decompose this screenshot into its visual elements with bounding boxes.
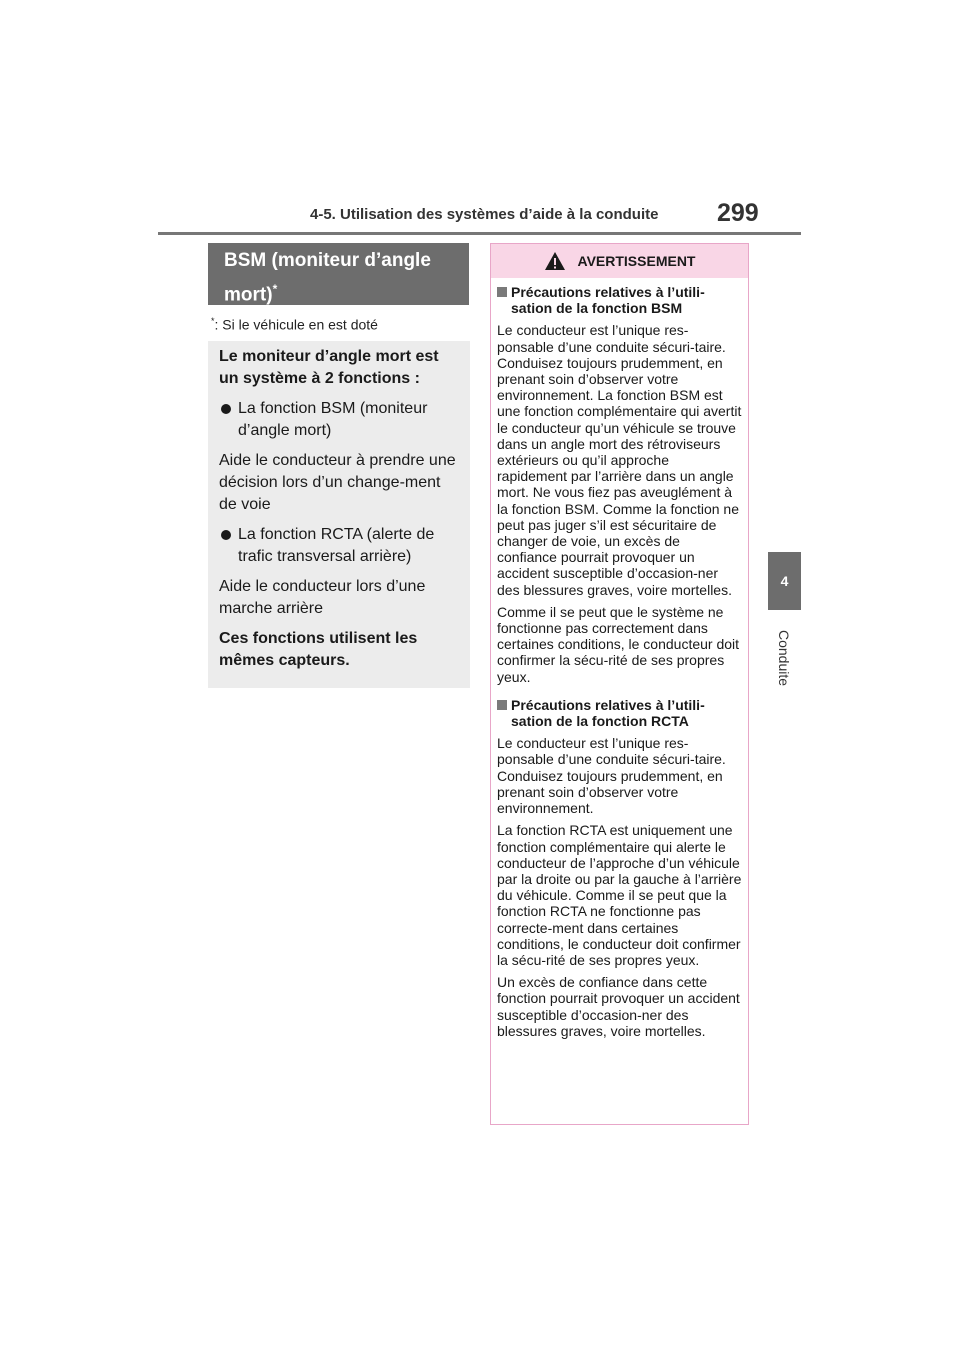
warning-heading-text: Précautions relatives à l’utili-sation de la fonction RCTA xyxy=(511,696,705,730)
bullet-text: La fonction RCTA (alerte de trafic transversal arrière) xyxy=(238,526,435,565)
bullet-item xyxy=(219,398,460,442)
bullet-dot-icon xyxy=(221,404,231,414)
section-title-asterisk: * xyxy=(272,282,278,296)
bullet-dot-icon xyxy=(221,530,231,540)
bullet-item xyxy=(219,524,460,568)
bullet-text: La fonction BSM (moniteur d’angle mort) xyxy=(238,400,428,439)
section-title xyxy=(208,243,469,305)
footnote-text: : Si le véhicule en est doté xyxy=(214,316,378,333)
page-number: 299 xyxy=(717,199,759,227)
warning-box xyxy=(490,243,749,1125)
warning-label: AVERTISSEMENT xyxy=(577,253,696,269)
header-divider xyxy=(158,232,801,235)
warning-paragraph: Le conducteur est l’unique res-ponsable d’une conduite sécuri-taire. Conduisez toujours prudemment, en prenant soin d’observer votre environnement. xyxy=(497,735,726,817)
warning-paragraph: La fonction RCTA est uniquement une fonction complémentaire qui alerte le conducteur de l’approche d’un véhicule par la droite ou par la gauche à l’arrière du véhicule. Comme il se peut que la fonction RCTA ne fonctionne pas correcte-ment dans certaines conditions, le conducteur doit confirmer la sécu-rité de ses propres yeux. xyxy=(497,822,742,968)
warning-section-heading xyxy=(497,697,742,729)
square-bullet-icon xyxy=(497,700,507,710)
chapter-label: Conduite xyxy=(776,629,793,686)
warning-paragraph: Un excès de confiance dans cette fonction pourrait provoquer un accident susceptible d’occasion-ner des blessures graves, voire mortelles. xyxy=(497,974,740,1039)
square-bullet-icon xyxy=(497,287,507,297)
summary-conclusion: Ces fonctions utilisent les mêmes capteurs. xyxy=(219,630,418,669)
chapter-number: 4 xyxy=(780,573,789,589)
warning-paragraph: Comme il se peut que le système ne fonctionne pas correctement dans certaines conditions, le conducteur doit confirmer la sécu-rité de ses propres yeux. xyxy=(497,603,740,685)
warning-triangle-icon xyxy=(544,251,566,271)
summary-intro: Le moniteur d’angle mort est un système à 2 fonctions : xyxy=(219,348,439,387)
warning-paragraph: Le conducteur est l’unique res-ponsable d’une conduite sécuri-taire. Conduisez toujours prudemment, en prenant soin d’observer votre environnement. La fonction BSM est une fonction complémentaire qui avertit le conducteur qu’un véhicule se trouve dans un angle mort des rétroviseurs extérieurs ou qu’il approche rapidement par l’arrière dans un angle mort. Ne vous fiez pas aveuglément à la fonction BSM. Comme la fonction ne peut pas juger s’il est sécuritaire de changer de voie, un excès de confiance pourrait provoquer un accident susceptible d’occasion-ner des blessures graves, voire mortelles. xyxy=(497,322,742,598)
chapter-tab[interactable] xyxy=(768,552,801,610)
warning-header xyxy=(491,244,748,278)
bullet-description: Aide le conducteur lors d’une marche arrière xyxy=(219,578,426,617)
warning-body xyxy=(491,278,748,1039)
warning-heading-text: Précautions relatives à l’utili-sation de la fonction BSM xyxy=(511,284,705,317)
page-header-title: 4-5. Utilisation des systèmes d’aide à la conduite xyxy=(310,206,659,223)
section-title-text: BSM (moniteur d’angle mort) xyxy=(224,250,431,306)
bullet-description: Aide le conducteur à prendre une décision lors d’un change-ment de voie xyxy=(219,452,456,513)
summary-box xyxy=(208,341,470,688)
chapter-label-container xyxy=(762,620,807,695)
footnote-mark: * xyxy=(211,316,215,326)
warning-section-heading xyxy=(497,284,742,316)
footnote xyxy=(211,316,378,333)
